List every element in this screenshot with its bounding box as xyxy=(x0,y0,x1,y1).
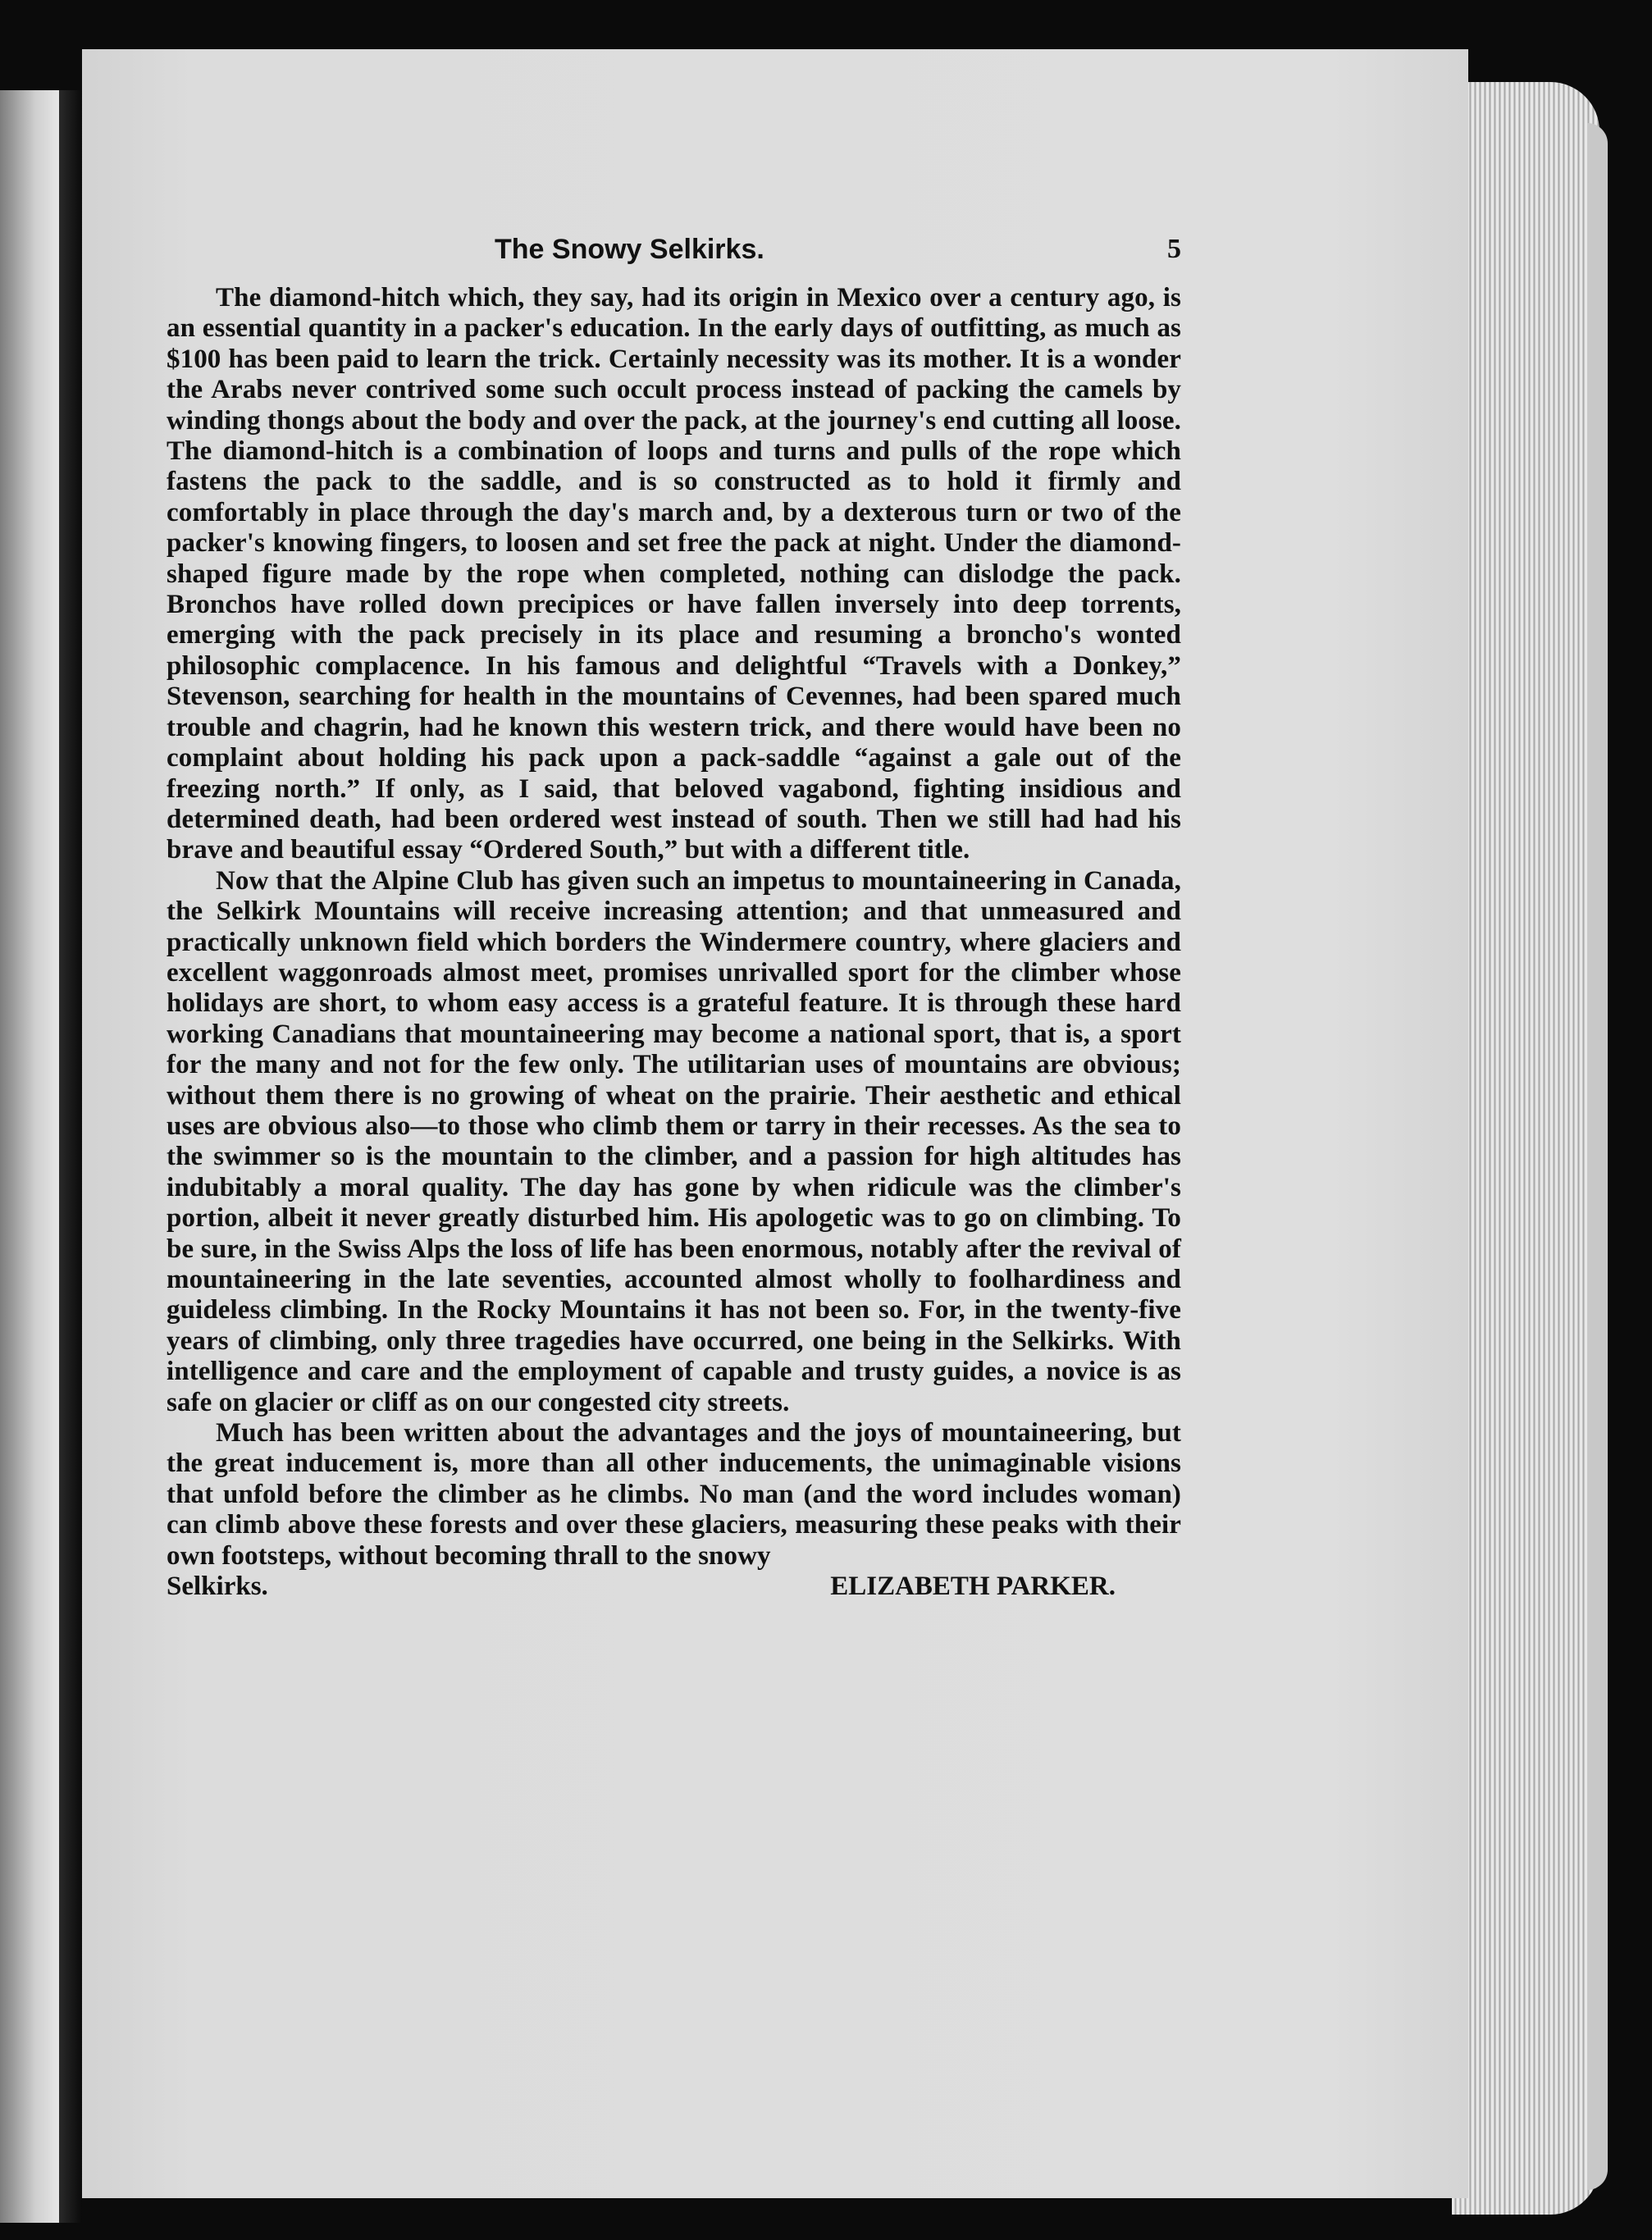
paragraph-diamond-hitch: The diamond-hitch which, they say, had its origin in Mexico over a century ago, is an essential quantity in a packer's education. In the early days of outfitting, as much as $100 has been paid to learn the trick. Certainly necessity was its mother. It is a wonder the Arabs never contrived some such occult process instead of packing the camels by winding thongs about the body and over the pack, at the journey's end cutting all loose. The diamond-hitch is a combination of loops and turns and pulls of the rope which fastens the pack to the saddle, and is so constructed as to hold it firmly and comfortably in place through the day's march and, by a dexterous turn or two of the packer's knowing fingers, to loosen and set free the pack at night. Under the diamond-shaped figure made by the rope when completed, nothing can dislodge the pack. Bronchos have rolled down precipices or have fallen inversely into deep torrents, emerging with the pack precisely in its place and resuming a broncho's wonted philosophic complacence. In his famous and delightful “Travels with a Donkey,” Stevenson, searching for health in the mountains of Cevennes, had been spared much trouble and chagrin, had he known this western trick, and there would have been no complaint about holding his pack upon a pack-saddle “against a gale out of the freezing north.” If only, as I said, that beloved vagabond, fighting insidious and determined death, had been ordered west instead of south. Then we still had had his brave and beautiful essay “Ordered South,” but with a different title. xyxy=(167,283,1181,865)
page-header xyxy=(167,234,1181,283)
paragraph-closing xyxy=(167,1418,1181,1572)
paragraph-alpine-club: Now that the Alpine Club has given such an impetus to mountaineering in Canada, the Selkirk Mountains will receive increasing attention; and that unmeasured and practically unknown field which borders the Windermere country, where glaciers and excellent waggonroads almost meet, promises unrivalled sport for the climber whose holidays are short, to whom easy access is a grateful feature. It is through these hard working Canadians that mountaineering may become a national sport, that is, a sport for the many and not for the few only. The utilitarian uses of mountains are obvious; without them there is no growing of wheat on the prairie. Their aesthetic and ethical uses are obvious also—to those who climb them or tarry in their recesses. As the sea to the swimmer so is the mountain to the climber, and a passion for high altitudes has indubitably a moral quality. The day has gone by when ridicule was the climber's portion, albeit it never greatly disturbed him. His apologetic was to go on climbing. To be sure, in the Swiss Alps the loss of life has been enormous, notably after the revival of mountaineering in the late seventies, accounted almost wholly to foolhardiness and guideless climbing. In the Rocky Mountains it has not been so. For, in the twenty-five years of climbing, only three tragedies have occurred, one being in the Selkirks. With intelligence and care and the employment of capable and trusty guides, a novice is as safe on glacier or cliff as on our congested city streets. xyxy=(167,865,1181,1417)
closing-last-word: Selkirks. xyxy=(167,1572,268,1602)
book-gutter xyxy=(59,90,82,2223)
page-text xyxy=(167,234,1181,1602)
running-head: The Snowy Selkirks. xyxy=(495,234,764,265)
page-number: 5 xyxy=(1167,234,1181,264)
signature-line xyxy=(167,1572,1181,1602)
closing-text: Much has been written about the advantages and the joys of mountaineering, but the great inducement is, more than all other inducements, the unimaginable visions that unfold before the climber as he climbs. No man (and the word includes woman) can climb above these forests and over these glaciers, measuring these peaks with their own footsteps, without becoming thrall to the snowy xyxy=(167,1418,1181,1571)
page-block-edges xyxy=(1452,82,1600,2215)
binding-edge xyxy=(1587,123,1608,2190)
author-name: ELIZABETH PARKER. xyxy=(830,1572,1116,1602)
facing-page-edge xyxy=(0,90,59,2223)
